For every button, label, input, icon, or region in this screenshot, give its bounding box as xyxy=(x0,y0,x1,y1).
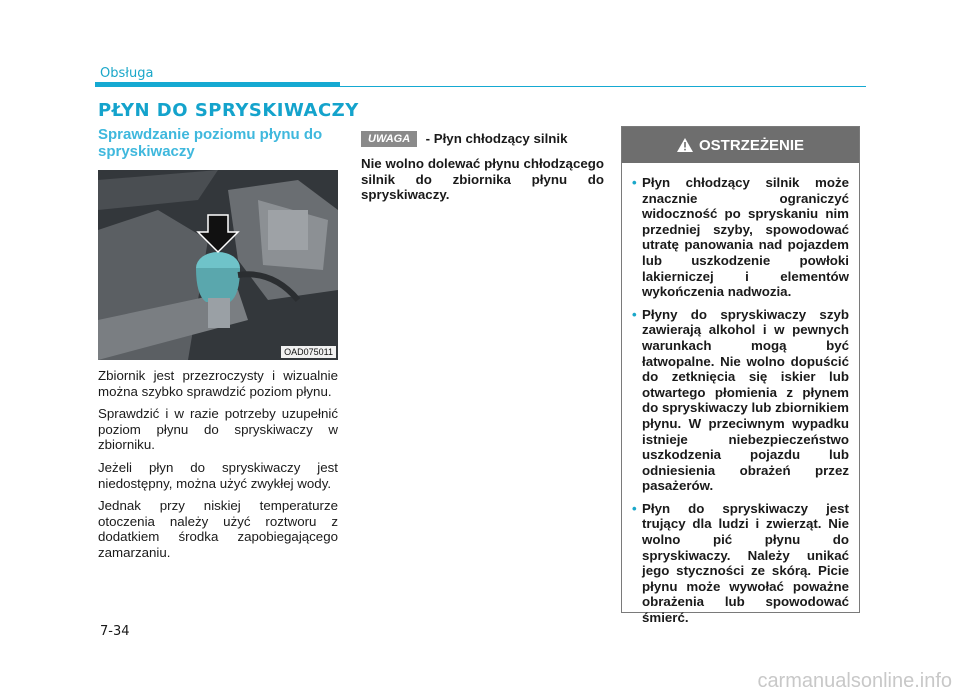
watermark: carmanualsonline.info xyxy=(757,670,952,692)
section-label: Obsługa xyxy=(100,66,154,81)
warning-item xyxy=(632,175,849,300)
image-code: OAD075011 xyxy=(281,346,336,358)
page-title: PŁYN DO SPRYSKIWACZY xyxy=(98,100,359,121)
header-rule xyxy=(340,86,866,87)
warning-box xyxy=(621,126,860,626)
engine-bay-illustration xyxy=(98,170,338,360)
warning-item-text: Płyn chłodzący silnik może znacznie ograniczyć widoczność po spryskaniu nim przedniej szyby, spowodować utratę panowania nad pojazdem lub uszkodzenie powłoki lakierniczej i elementów wykończenia nadwozia. xyxy=(642,175,849,300)
note-badge: UWAGA xyxy=(361,131,417,147)
bullet-icon: • xyxy=(632,175,637,190)
engine-bay-photo xyxy=(98,170,338,360)
paragraph: Jeżeli płyn do spryskiwaczy jest niedostępny, można użyć zwykłej wody. xyxy=(98,459,338,491)
note-title: - Płyn chłodzący silnik xyxy=(425,131,568,147)
warning-item xyxy=(632,501,849,626)
bullet-icon: • xyxy=(632,500,637,516)
bullet-icon: • xyxy=(632,306,637,322)
section-subtitle: Sprawdzanie poziomu płynu do spryskiwaczy xyxy=(98,126,323,160)
note-section xyxy=(361,130,604,203)
paragraph: Zbiornik jest przezroczysty i wizualnie można szybko sprawdzić poziom płynu. xyxy=(98,368,338,399)
warning-item-text: Płyny do spryskiwaczy szyb zawierają alkohol i w pewnych warunkach mogą być łatwopalne. Nie wolno dopuścić do zetknięcia się iskier lub otwartego płomienia z płynem do spryskiwaczy lub zbiornikiem płynu. W przeciwnym wypadku istnieje niebezpieczeństwo uszkodzenia pojazdu lub odniesienia obrażeń przez pasażerów. xyxy=(642,306,849,494)
warning-triangle-icon xyxy=(677,138,693,152)
warning-list xyxy=(622,163,859,626)
page-number: 7-34 xyxy=(100,624,130,639)
warning-item xyxy=(632,307,849,494)
paragraph: Jednak przy niskiej temperaturze otoczenia należy użyć roztworu z dodatkiem środka zapobiegającego zamarzaniu. xyxy=(98,498,338,560)
note-text: Nie wolno dolewać płynu chłodzącego silnik do zbiornika płynu do spryskiwaczy. xyxy=(361,156,604,203)
left-column xyxy=(98,368,338,568)
header-accent-bar xyxy=(95,82,340,87)
paragraph: Sprawdzić i w razie potrzeby uzupełnić poziom płynu do spryskiwaczy w zbiorniku. xyxy=(98,406,338,453)
warning-heading: OSTRZEŻENIE xyxy=(698,136,804,154)
warning-item-text: Płyn do spryskiwaczy jest trujący dla ludzi i zwierząt. Nie wolno pić płynu do spryskiwaczy. Należy unikać jego styczności ze skórą. Picie płynu może wywołać poważne obrażenia lub spowodować śmierć. xyxy=(642,500,849,626)
warning-header xyxy=(622,127,859,163)
